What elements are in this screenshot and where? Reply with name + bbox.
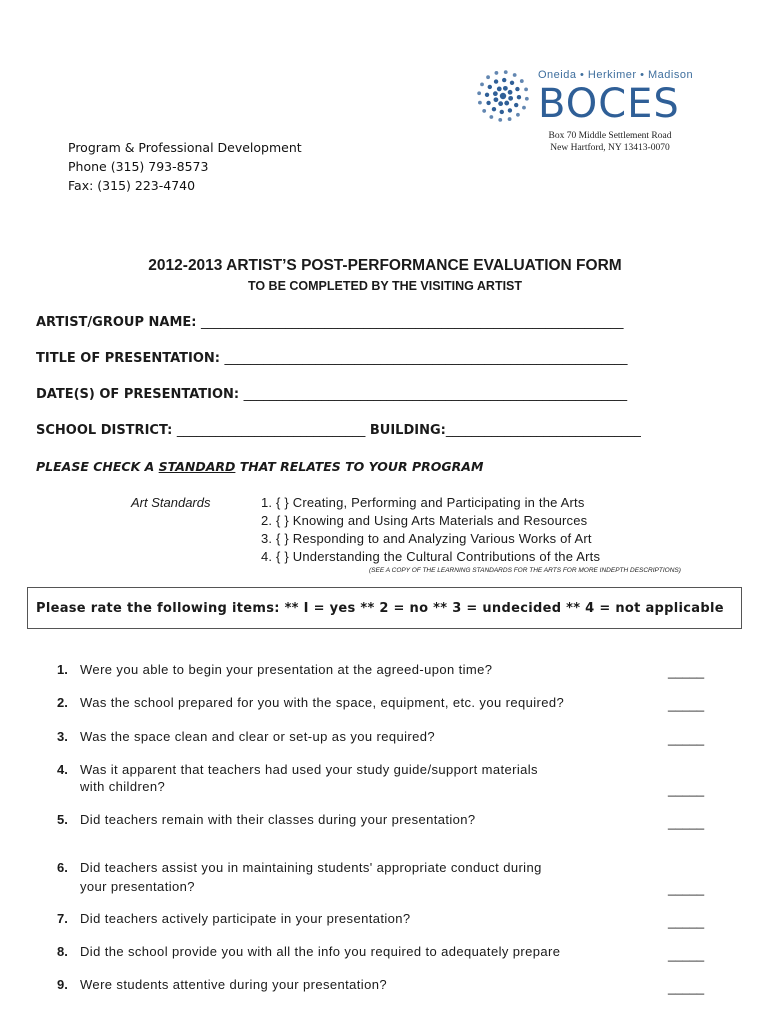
answer-blank[interactable]: _____ xyxy=(668,980,705,995)
artist-name-field[interactable] xyxy=(36,315,624,330)
question-number: 8. xyxy=(57,944,68,959)
fax-number: Fax: (315) 223-4740 xyxy=(68,178,196,193)
standards-prompt-end: THAT RELATES TO YOUR PROGRAM xyxy=(235,459,484,474)
question-text: Was the space clean and clear or set-up as you required? xyxy=(80,729,436,744)
boces-logo-mark xyxy=(473,66,533,126)
question-text: Did teachers remain with their classes during your presentation? xyxy=(80,812,476,827)
rating-instructions: Please rate the following items: ** I = yes ** 2 = no ** 3 = undecided ** 4 = not applicable xyxy=(36,601,724,616)
answer-blank[interactable]: _____ xyxy=(668,914,705,929)
building-line[interactable]: ______________________________ xyxy=(445,423,641,438)
question-text: Did the school provide you with all the info you required to adequately prepare xyxy=(80,944,561,959)
standard-option-4[interactable]: 4. { } Understanding the Cultural Contributions of the Arts xyxy=(261,549,601,564)
question-text: Did teachers actively participate in your presentation? xyxy=(80,911,411,926)
school-district-line[interactable]: _____________________________ xyxy=(176,423,366,438)
answer-blank[interactable]: _____ xyxy=(668,947,705,962)
logo-name: BOCES xyxy=(538,81,680,127)
answer-blank[interactable]: _____ xyxy=(668,664,705,679)
presentation-title-label: TITLE OF PRESENTATION: xyxy=(36,351,221,366)
address-line-2: New Hartford, NY 13413-0070 xyxy=(550,143,670,153)
question-text: Were students attentive during your presentation? xyxy=(80,977,387,992)
answer-blank[interactable]: _____ xyxy=(668,697,705,712)
question-text-continued: your presentation? xyxy=(80,879,195,894)
building-label: BUILDING: xyxy=(369,423,446,438)
question-text: Did teachers assist you in maintaining students' appropriate conduct during xyxy=(80,860,542,875)
standards-prompt xyxy=(36,459,483,474)
question-number: 4. xyxy=(57,762,68,777)
presentation-dates-label: DATE(S) OF PRESENTATION: xyxy=(36,387,240,402)
art-standards-label xyxy=(131,495,211,510)
question-number: 2. xyxy=(57,695,68,710)
art-standards-label-text: Art Standards xyxy=(131,495,211,510)
presentation-dates-line[interactable]: ___________________________________________________________ xyxy=(243,387,628,402)
question-text: Was the school prepared for you with the space, equipment, etc. you required? xyxy=(80,695,565,710)
question-number: 6. xyxy=(57,860,68,875)
standards-prompt-underlined: STANDARD xyxy=(158,459,236,474)
question-number: 3. xyxy=(57,729,68,744)
question-number: 5. xyxy=(57,812,68,827)
artist-name-line[interactable]: _________________________________________________________________ xyxy=(201,315,624,330)
logo-tagline: Oneida • Herkimer • Madison xyxy=(538,69,694,81)
presentation-dates-field[interactable] xyxy=(36,387,627,402)
question-text: Was it apparent that teachers had used your study guide/support materials xyxy=(80,762,538,777)
school-district-field[interactable] xyxy=(36,423,641,438)
answer-blank[interactable]: _____ xyxy=(668,731,705,746)
answer-blank[interactable]: _____ xyxy=(668,782,705,797)
address-line-1: Box 70 Middle Settlement Road xyxy=(548,131,672,141)
question-number: 7. xyxy=(57,911,68,926)
form-subtitle: TO BE COMPLETED BY THE VISITING ARTIST xyxy=(247,279,523,293)
question-number: 1. xyxy=(57,662,68,677)
standards-note: (SEE A COPY OF THE LEARNING STANDARDS FOR THE ARTS FOR MORE INDEPTH DESCRIPTIONS) xyxy=(369,567,681,574)
rating-instructions-box xyxy=(27,587,742,629)
presentation-title-field[interactable] xyxy=(36,351,628,366)
presentation-title-line[interactable]: ______________________________________________________________ xyxy=(224,351,628,366)
phone-number: Phone (315) 793-8573 xyxy=(68,159,209,174)
department-name: Program & Professional Development xyxy=(68,140,302,155)
question-number: 9. xyxy=(57,977,68,992)
artist-name-label: ARTIST/GROUP NAME: xyxy=(36,315,197,330)
form-title: 2012-2013 ARTIST’S POST-PERFORMANCE EVALUATION FORM xyxy=(148,257,622,274)
question-text: Were you able to begin your presentation at the agreed-upon time? xyxy=(80,662,493,677)
answer-blank[interactable]: _____ xyxy=(668,815,705,830)
standard-option-1[interactable]: 1. { } Creating, Performing and Participating in the Arts xyxy=(261,495,585,510)
standard-option-2[interactable]: 2. { } Knowing and Using Arts Materials and Resources xyxy=(261,513,588,528)
standards-prompt-start: PLEASE CHECK A xyxy=(36,459,159,474)
school-district-label: SCHOOL DISTRICT: xyxy=(36,423,173,438)
answer-blank[interactable]: _____ xyxy=(668,881,705,896)
question-text-continued: with children? xyxy=(80,779,166,794)
standard-option-3[interactable]: 3. { } Responding to and Analyzing Various Works of Art xyxy=(261,531,592,546)
